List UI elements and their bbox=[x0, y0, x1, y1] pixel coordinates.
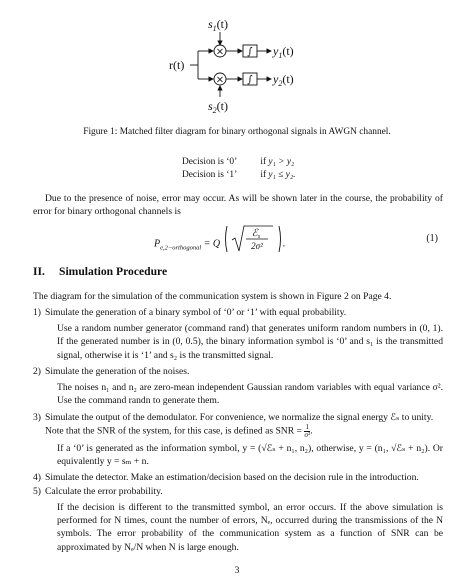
list-item bbox=[33, 485, 443, 554]
multiplier-2-symbol: × bbox=[215, 74, 225, 86]
input-signal-label: r(t) bbox=[169, 58, 185, 72]
decision-rule-condition: y₁ > y₂ bbox=[268, 157, 295, 167]
decision-rule-if: if bbox=[260, 170, 267, 180]
y2-label: $y_2(t)$ bbox=[273, 72, 294, 88]
list-item-detail: Use a random number generator (command rand) that generates uniform random numbers in (0, 1). If the generated number is in (0, 0.5), the binary information symbol is ‘0’ and s₁ is the transmitted signal, otherwise it is ‘1’ and s₂ is the transmitted signal. bbox=[57, 323, 443, 361]
decision-rules bbox=[182, 156, 382, 182]
list-item-detail: If a ‘0’ is generated as the information symbol, y = (√ℰₛ + n₁, n₂), otherwise, y = (n₁, √ℰₛ + n₂). Or equivalently y = sₘ + n. bbox=[57, 442, 443, 468]
list-item-detail: The noises n₁ and n₂ are zero-mean independent Gaussian random variables with equal variance σ². Use the command randn to generate them. bbox=[57, 382, 443, 407]
equation-expression: $P_{e,2-orthogonal} = Q$ ℰ$_s$ 2σ² . bbox=[154, 232, 285, 256]
list-marker: 4) bbox=[33, 472, 41, 484]
snr-fraction: $\frac{1}{\text{σ²}}$ bbox=[304, 422, 311, 439]
integrator-2-symbol: ∫ bbox=[247, 74, 253, 86]
multiplier-1-symbol: × bbox=[215, 46, 225, 58]
decision-rule-if: if bbox=[260, 157, 267, 167]
list-item-text: Simulate the detector. Make an estimation/decision based on the decision rule in the introduction. bbox=[45, 472, 419, 484]
decision-rule-1 bbox=[182, 169, 382, 182]
sqrt-fraction bbox=[223, 222, 283, 256]
paragraph-error-intro: Due to the presence of noise, error may occur. As will be shown later in the course, the probability of error for binary orthogonal channels is bbox=[33, 193, 443, 218]
integrator-1-symbol: ∫ bbox=[247, 46, 253, 58]
list-marker: 2) bbox=[33, 365, 41, 377]
list-item bbox=[33, 365, 443, 408]
svg-text:ℰs: ℰ$_s$ bbox=[251, 228, 260, 240]
svg-text:2σ²: 2σ² bbox=[250, 241, 263, 251]
decision-rule-label: Decision is ‘0’ bbox=[182, 157, 238, 167]
s2-label: $s_2(t)$ bbox=[208, 99, 228, 115]
list-marker: 1) bbox=[33, 307, 41, 318]
paragraph-diagram-intro: The diagram for the simulation of the communication system is shown in Figure 2 on Page 4. bbox=[33, 291, 392, 302]
figure-caption: Figure 1: Matched filter diagram for binary orthogonal signals in AWGN channel. bbox=[83, 127, 391, 137]
list-item bbox=[33, 471, 443, 484]
s1-label: $s_1(t)$ bbox=[208, 17, 228, 33]
section-title: Simulation Procedure bbox=[59, 265, 168, 278]
list-item-text: Calculate the error probability. bbox=[45, 485, 163, 497]
list-item-text: Simulate the output of the demodulator. For convenience, we normalize the signal energy ℰₛ to unity. Note that the SNR of the system, for this case, is defined as SNR = $\frac{1}{\text{σ²}}$ . bbox=[45, 411, 434, 439]
list-item-text: Simulate the generation of a binary symbol of ‘0’ or ‘1’ with equal probability. bbox=[45, 307, 347, 318]
decision-rule-0 bbox=[182, 156, 382, 169]
decision-rule-condition: y₁ ≤ y₂. bbox=[268, 170, 296, 180]
list-marker: 5) bbox=[33, 485, 41, 497]
matched-filter-diagram bbox=[150, 10, 330, 118]
list-marker: 3) bbox=[33, 411, 41, 423]
y1-label: $y_1(t)$ bbox=[273, 44, 294, 60]
list-item bbox=[33, 306, 443, 362]
decision-rule-label: Decision is ‘1’ bbox=[182, 170, 238, 180]
list-item-text: Simulate the generation of the noises. bbox=[45, 365, 190, 377]
equation-number: (1) bbox=[426, 233, 438, 244]
section-heading bbox=[33, 264, 167, 280]
procedure-list bbox=[33, 306, 443, 557]
list-item-detail: If the decision is different to the transmitted symbol, an error occurs. If the above simulation is performed for N times, count the number of errors, Nₑ, occurred during the transmissions of the N symbols. The error probability of the communication system as a function of SNR can be approximated by Nₑ/N when N is large enough. bbox=[57, 501, 443, 553]
list-item bbox=[33, 411, 443, 469]
section-number: II. bbox=[33, 265, 45, 278]
page-number: 3 bbox=[234, 565, 240, 576]
equation-1 bbox=[0, 222, 474, 258]
